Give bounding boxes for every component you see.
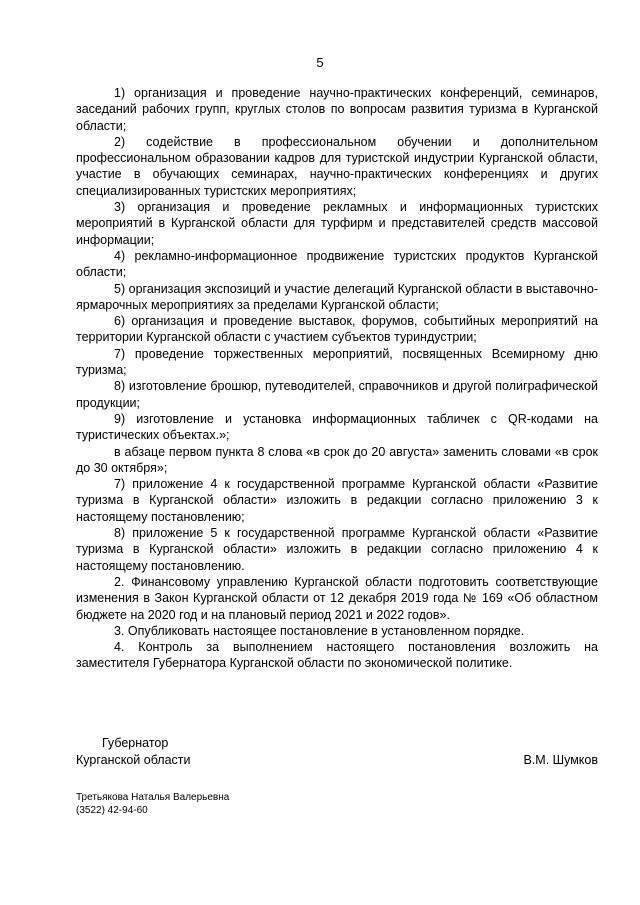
paragraph: 8) приложение 5 к государственной программе Курганской области «Развитие туризма в Курганской области» изложить в редакции согласно приложению 4 к настоящему постановлению. (76, 526, 598, 573)
paragraph: 3. Опубликовать настоящее постановление в установленном порядке. (114, 623, 525, 638)
paragraph: 6) организация и проведение выставок, форумов, событийных мероприятий на территории Курганской области с участием субъектов туриндустрии; (76, 314, 598, 345)
document-body (76, 85, 598, 672)
page-number: 5 (316, 55, 324, 70)
paragraph: 5) организация экспозиций и участие делегаций Курганской области в выставочно-ярмарочных мероприятиях за пределами Курганской области; (76, 281, 598, 312)
paragraph: 9) изготовление и установка информационных табличек с QR-кодами на туристических объектах.»; (76, 411, 598, 443)
paragraph: 8) изготовление брошюр, путеводителей, справочников и другой полиграфической продукции; (76, 379, 598, 410)
paragraph: 2) содействие в профессиональном обучении и дополнительном профессиональном образовании кадров для туристской индустрии Курганской области, участие в обучающих семинарах, научно-практических конференциях и других специализированных туристских мероприятиях; (76, 134, 598, 198)
executor-footer (76, 791, 229, 817)
paragraph: 3) организация и проведение рекламных и информационных туристских мероприятий в Курганской области для турфирм и представителей средств массовой информации; (76, 200, 598, 247)
signatory-region: Курганской области (76, 752, 191, 767)
signature-block (76, 735, 598, 768)
signatory-position: Губернатор (102, 736, 169, 750)
executor-name: Третьякова Наталья Валерьевна (76, 792, 230, 803)
paragraph: 4) рекламно-информационное продвижение туристских продуктов Курганской области; (76, 248, 598, 280)
paragraph: 4. Контроль за выполнением настоящего постановления возложить на заместителя Губернатора Курганской области по экономической политике. (76, 640, 598, 671)
paragraph: 2. Финансовому управлению Курганской области подготовить соответствующие изменения в Закон Курганской области от 12 декабря 2019 года № 169 «Об областном бюджете на 2020 год и на плановый период 2021 и 2022 годов». (76, 574, 598, 622)
paragraph: 7) проведение торжественных мероприятий, посвященных Всемирному дню туризма; (76, 346, 598, 378)
paragraph: в абзаце первом пункта 8 слова «в срок до 20 августа» заменить словами «в срок до 30 октября»; (76, 444, 598, 475)
signatory-name: В.М. Шумков (523, 752, 598, 767)
paragraph: 7) приложение 4 к государственной программе Курганской области «Развитие туризма в Курганской области» изложить в редакции согласно приложению 3 к настоящему постановлению; (76, 477, 598, 524)
paragraph: 1) организация и проведение научно-практических конференций, семинаров, заседаний рабочих групп, круглых столов по вопросам развития туризма в Курганской области; (76, 86, 598, 133)
executor-phone: (3522) 42-94-60 (76, 805, 148, 816)
